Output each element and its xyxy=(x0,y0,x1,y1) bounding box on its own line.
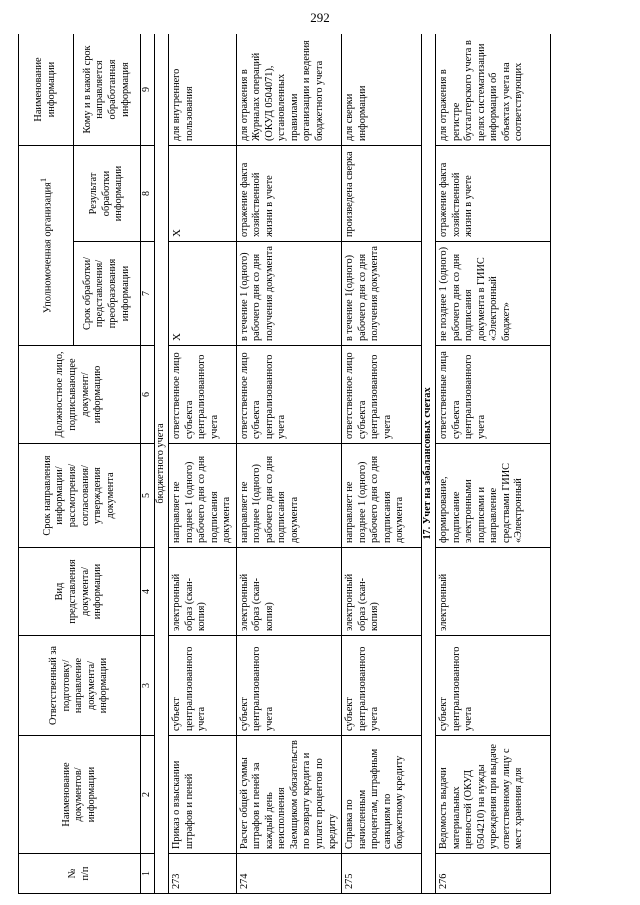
cell-responsible: субъект централизованного учета xyxy=(236,636,341,736)
cell-result: произведена сверка xyxy=(342,146,422,242)
column-number: 9 xyxy=(141,34,155,146)
column-number: 3 xyxy=(141,636,155,736)
column-number: 8 xyxy=(141,146,155,242)
column-number: 6 xyxy=(141,346,155,444)
cell-official: ответственные лица субъекта централизованного учета xyxy=(436,346,551,444)
header-to-whom: Кому и в какой срок направляется обработанная информация xyxy=(74,34,141,146)
table-row xyxy=(236,34,341,894)
cell-to-whom: для внутреннего пользования xyxy=(169,34,237,146)
cell-responsible: субъект централизованного учета xyxy=(436,636,551,736)
column-number: 5 xyxy=(141,444,155,548)
table-row xyxy=(342,34,422,894)
section-continuation-row xyxy=(155,34,169,894)
cell-form: электронный образ (скан-копия) xyxy=(342,548,422,636)
header-result: Результат обработки информации xyxy=(74,146,141,242)
header-responsible: Ответственный за подготовку/ направление документа/ информации xyxy=(19,636,141,736)
section-17-title: 17. Учет на забалансовых счетах xyxy=(422,34,436,894)
cell-form: электронный xyxy=(436,548,551,636)
header-official: Должностное лицо, подписывающее документ/ информацию xyxy=(19,346,141,444)
row-number: 274 xyxy=(236,854,341,894)
cell-name: Расчет общей суммы штрафов и пеней за каждый день неисполнения Заемщиком обязательств по возврату кредита и уплате процентов по кредиту xyxy=(236,736,341,854)
cell-form: электронный образ (скан-копия) xyxy=(169,548,237,636)
header-org-group-label: Уполномоченная организация xyxy=(41,182,53,314)
cell-responsible: субъект централизованного учета xyxy=(169,636,237,736)
column-number: 7 xyxy=(141,242,155,346)
row-number: 276 xyxy=(436,854,551,894)
header-info-name-group: Наименование информации xyxy=(19,34,74,146)
section-row xyxy=(422,34,436,894)
table-row xyxy=(169,34,237,894)
cell-processing-time: X xyxy=(169,242,237,346)
cell-name: Справка по начисленным процентам, штрафным санкциям по бюджетному кредиту xyxy=(342,736,422,854)
cell-processing-time: в течение 1 (одного) рабочего дня со дня получения документа xyxy=(236,242,341,346)
cell-result: отражение факта хозяйственной жизни в учете xyxy=(236,146,341,242)
column-number: 4 xyxy=(141,548,155,636)
cell-deadline: направляет не позднее 1 (одного) рабочего дня со дня подписания документа xyxy=(342,444,422,548)
cell-name: Приказ о взыскании штрафов и пеней xyxy=(169,736,237,854)
rotated-table-scan xyxy=(18,34,622,894)
column-number: 2 xyxy=(141,736,155,854)
section-budget-end: бюджетного учета xyxy=(155,34,169,894)
row-number: 275 xyxy=(342,854,422,894)
cell-deadline: направляет не позднее 1(одного) рабочего дня со дня подписания документа xyxy=(236,444,341,548)
cell-official: ответственное лицо субъекта централизованного учета xyxy=(342,346,422,444)
header-name: Наименование документов/ информации xyxy=(19,736,141,854)
row-number: 273 xyxy=(169,854,237,894)
cell-deadline: направляет не позднее 1 (одного) рабочего дня со дня подписания документа xyxy=(169,444,237,548)
column-number-row xyxy=(141,34,155,894)
header-form: Вид представления документа/ информации xyxy=(19,548,141,636)
header-row-top xyxy=(19,34,74,894)
header-deadline: Срок направления информации/ рассмотрения/ согласования/ утверждения документа xyxy=(19,444,141,548)
cell-deadline: формирование, подписание электронными подписями и направление средствами ГИИС «Электронный xyxy=(436,444,551,548)
cell-processing-time: не позднее 1 (одного) рабочего дня со дня подписания документа в ГИИС «Электронный бюджет» xyxy=(436,242,551,346)
header-num: № п/п xyxy=(19,854,141,894)
cell-to-whom: для отражения в регистре бухгалтерского учета в целях систематизации информации об объектах учета на соответствующих xyxy=(436,34,551,146)
column-number: 1 xyxy=(141,854,155,894)
documents-table xyxy=(18,34,551,894)
header-processing-time: Срок обработки/ представления/ преобразования информации xyxy=(74,242,141,346)
header-org-group xyxy=(19,146,74,346)
cell-to-whom: для сверки информации xyxy=(342,34,422,146)
cell-name: Ведомость выдачи материальных ценностей (ОКУД 0504210) на нужды учреждения при выдаче ответственному лицу с мест хранения для xyxy=(436,736,551,854)
header-org-footnote: 1 xyxy=(37,177,48,183)
cell-processing-time: в течение 1(одного) рабочего дня со дня получения документа xyxy=(342,242,422,346)
cell-responsible: субъект централизованного учета xyxy=(342,636,422,736)
cell-result: X xyxy=(169,146,237,242)
cell-to-whom: для отражения в Журналах операций (ОКУД 0504071), установленных правилами организации и ведения бюджетного учета xyxy=(236,34,341,146)
cell-form: электронный образ (скан-копия) xyxy=(236,548,341,636)
cell-official: ответственное лицо субъекта централизованного учета xyxy=(236,346,341,444)
cell-official: ответственное лицо субъекта централизованного учета xyxy=(169,346,237,444)
cell-result: отражение факта хозяйственной жизни в учете xyxy=(436,146,551,242)
page-number: 292 xyxy=(310,10,330,25)
table-row xyxy=(436,34,551,894)
